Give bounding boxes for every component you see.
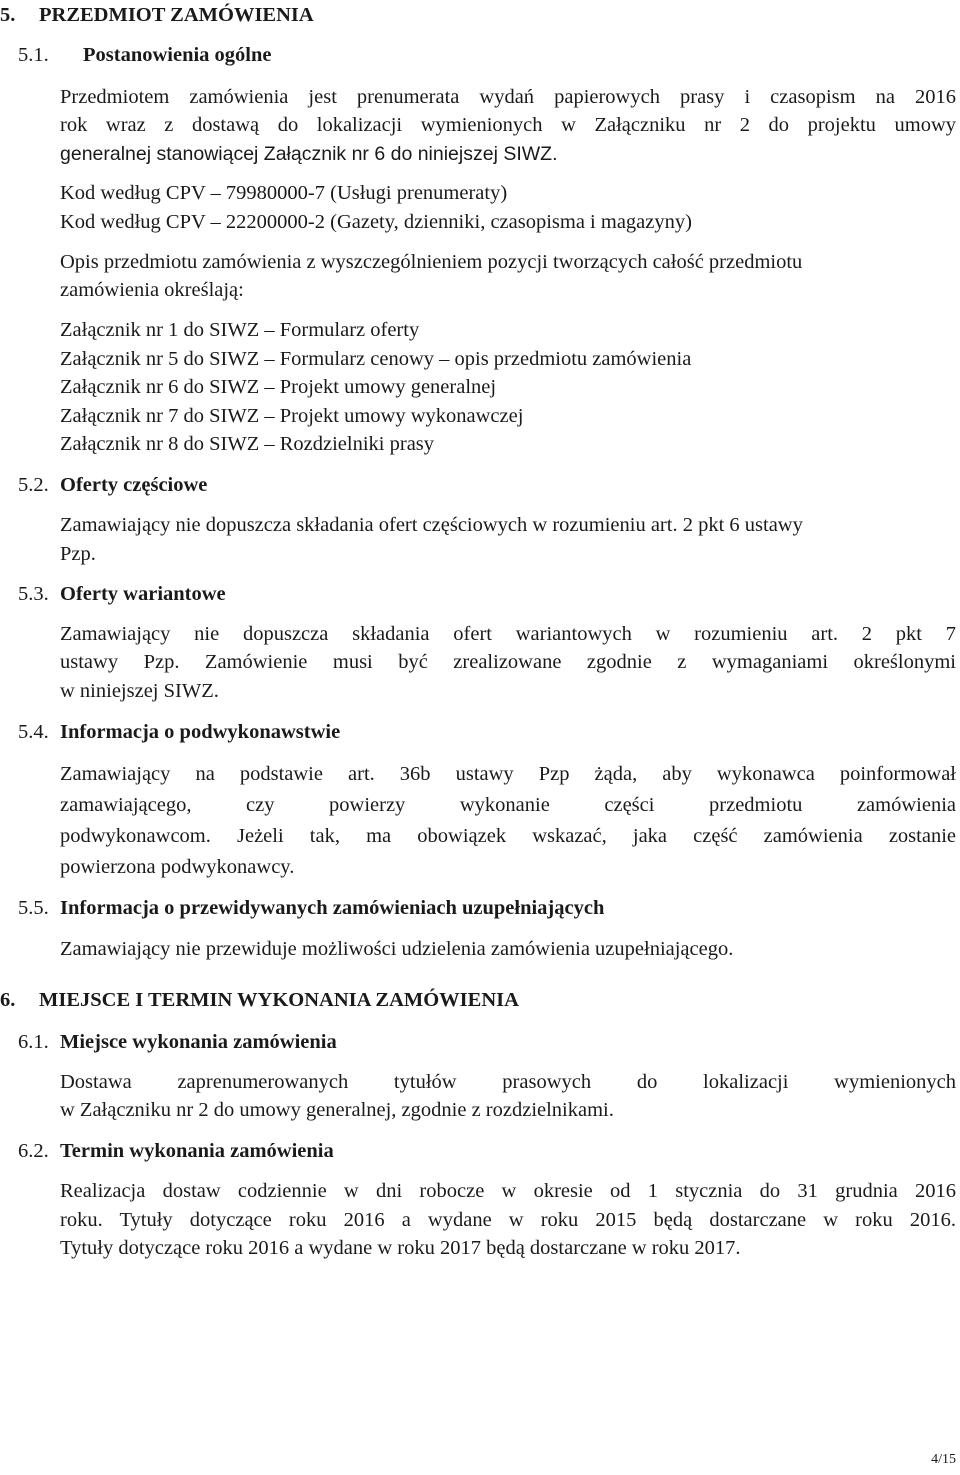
paragraph-line: ustawy Pzp. Zamówienie musi być zrealizowane zgodnie z wymaganiami określonymi (60, 651, 956, 673)
subsection-6-2-title: Termin wykonania zamówienia (60, 1140, 334, 1162)
paragraph-line: rok wraz z dostawą do lokalizacji wymienionych w Załączniku nr 2 do projektu umowy (60, 114, 956, 136)
subsection-6-2-number: 6.2. (18, 1140, 49, 1162)
subsection-5-4-title: Informacja o podwykonawstwie (60, 721, 341, 743)
subsection-5-1-number: 5.1. (18, 44, 49, 66)
paragraph-line: w niniejszej SIWZ. (60, 680, 219, 702)
section-5-title: PRZEDMIOT ZAMÓWIENIA (39, 4, 314, 26)
paragraph-line: zamawiającego, czy powierzy wykonanie części przedmiotu zamówienia (60, 794, 956, 816)
paragraph-line: Tytuły dotyczące roku 2016 a wydane w roku 2017 będą dostarczane w roku 2017. (60, 1237, 741, 1259)
paragraph-line: w Załączniku nr 2 do umowy generalnej, zgodnie z rozdzielnikami. (60, 1099, 614, 1121)
cpv-code-line: Kod według CPV – 79980000-7 (Usługi prenumeraty) (60, 182, 508, 204)
subsection-5-5-title: Informacja o przewidywanych zamówieniach uzupełniających (60, 897, 605, 919)
subsection-5-4-number: 5.4. (18, 721, 49, 743)
paragraph-line: Przedmiotem zamówienia jest prenumerata wydań papierowych prasy i czasopism na 2016 (60, 86, 956, 108)
cpv-code-line: Kod według CPV – 22200000-2 (Gazety, dzienniki, czasopisma i magazyny) (60, 211, 692, 233)
paragraph-line: podwykonawcom. Jeżeli tak, ma obowiązek wskazać, jaka część zamówienia zostanie (60, 825, 956, 847)
attachment-item: Załącznik nr 7 do SIWZ – Projekt umowy wykonawczej (60, 405, 524, 427)
subsection-5-2-number: 5.2. (18, 474, 49, 496)
attachment-item: Załącznik nr 1 do SIWZ – Formularz oferty (60, 319, 420, 341)
attachment-item: Załącznik nr 5 do SIWZ – Formularz cenowy – opis przedmiotu zamówienia (60, 348, 692, 370)
subsection-6-1-number: 6.1. (18, 1031, 49, 1053)
subsection-5-1-title: Postanowienia ogólne (83, 44, 272, 66)
section-6-number: 6. (0, 989, 16, 1011)
section-6-title: MIEJSCE I TERMIN WYKONANIA ZAMÓWIENIA (39, 989, 519, 1011)
subsection-5-3-number: 5.3. (18, 583, 49, 605)
subsection-5-5-number: 5.5. (18, 897, 49, 919)
paragraph-line: powierzona podwykonawcy. (60, 856, 295, 878)
paragraph-line: Zamawiający nie dopuszcza składania ofert częściowych w rozumieniu art. 2 pkt 6 ustawy (60, 514, 803, 536)
page-number: 4/15 (931, 1452, 956, 1467)
description-line: Opis przedmiotu zamówienia z wyszczególnieniem pozycji tworzących całość przedmiotu (60, 251, 803, 273)
section-5-number: 5. (0, 4, 16, 26)
attachment-item: Załącznik nr 8 do SIWZ – Rozdzielniki prasy (60, 433, 435, 455)
paragraph-line: Pzp. (60, 543, 96, 565)
paragraph-line: roku. Tytuły dotyczące roku 2016 a wydane w roku 2015 będą dostarczane w roku 2016. (60, 1209, 956, 1231)
paragraph-line: Zamawiający na podstawie art. 36b ustawy Pzp żąda, aby wykonawca poinformował (60, 763, 956, 785)
paragraph-line: Zamawiający nie dopuszcza składania ofert wariantowych w rozumieniu art. 2 pkt 7 (60, 623, 956, 645)
description-line: zamówienia określają: (60, 279, 244, 301)
paragraph-line: generalnej stanowiącej Załącznik nr 6 do niniejszej SIWZ. (60, 143, 558, 165)
attachment-item: Załącznik nr 6 do SIWZ – Projekt umowy generalnej (60, 376, 497, 398)
subsection-6-1-title: Miejsce wykonania zamówienia (60, 1031, 337, 1053)
subsection-5-3-title: Oferty wariantowe (60, 583, 226, 605)
subsection-5-2-title: Oferty częściowe (60, 474, 208, 496)
paragraph-line: Zamawiający nie przewiduje możliwości udzielenia zamówienia uzupełniającego. (60, 938, 734, 960)
paragraph-line: Dostawa zaprenumerowanych tytułów prasowych do lokalizacji wymienionych (60, 1071, 956, 1093)
paragraph-line: Realizacja dostaw codziennie w dni robocze w okresie od 1 stycznia do 31 grudnia 2016 (60, 1180, 956, 1202)
